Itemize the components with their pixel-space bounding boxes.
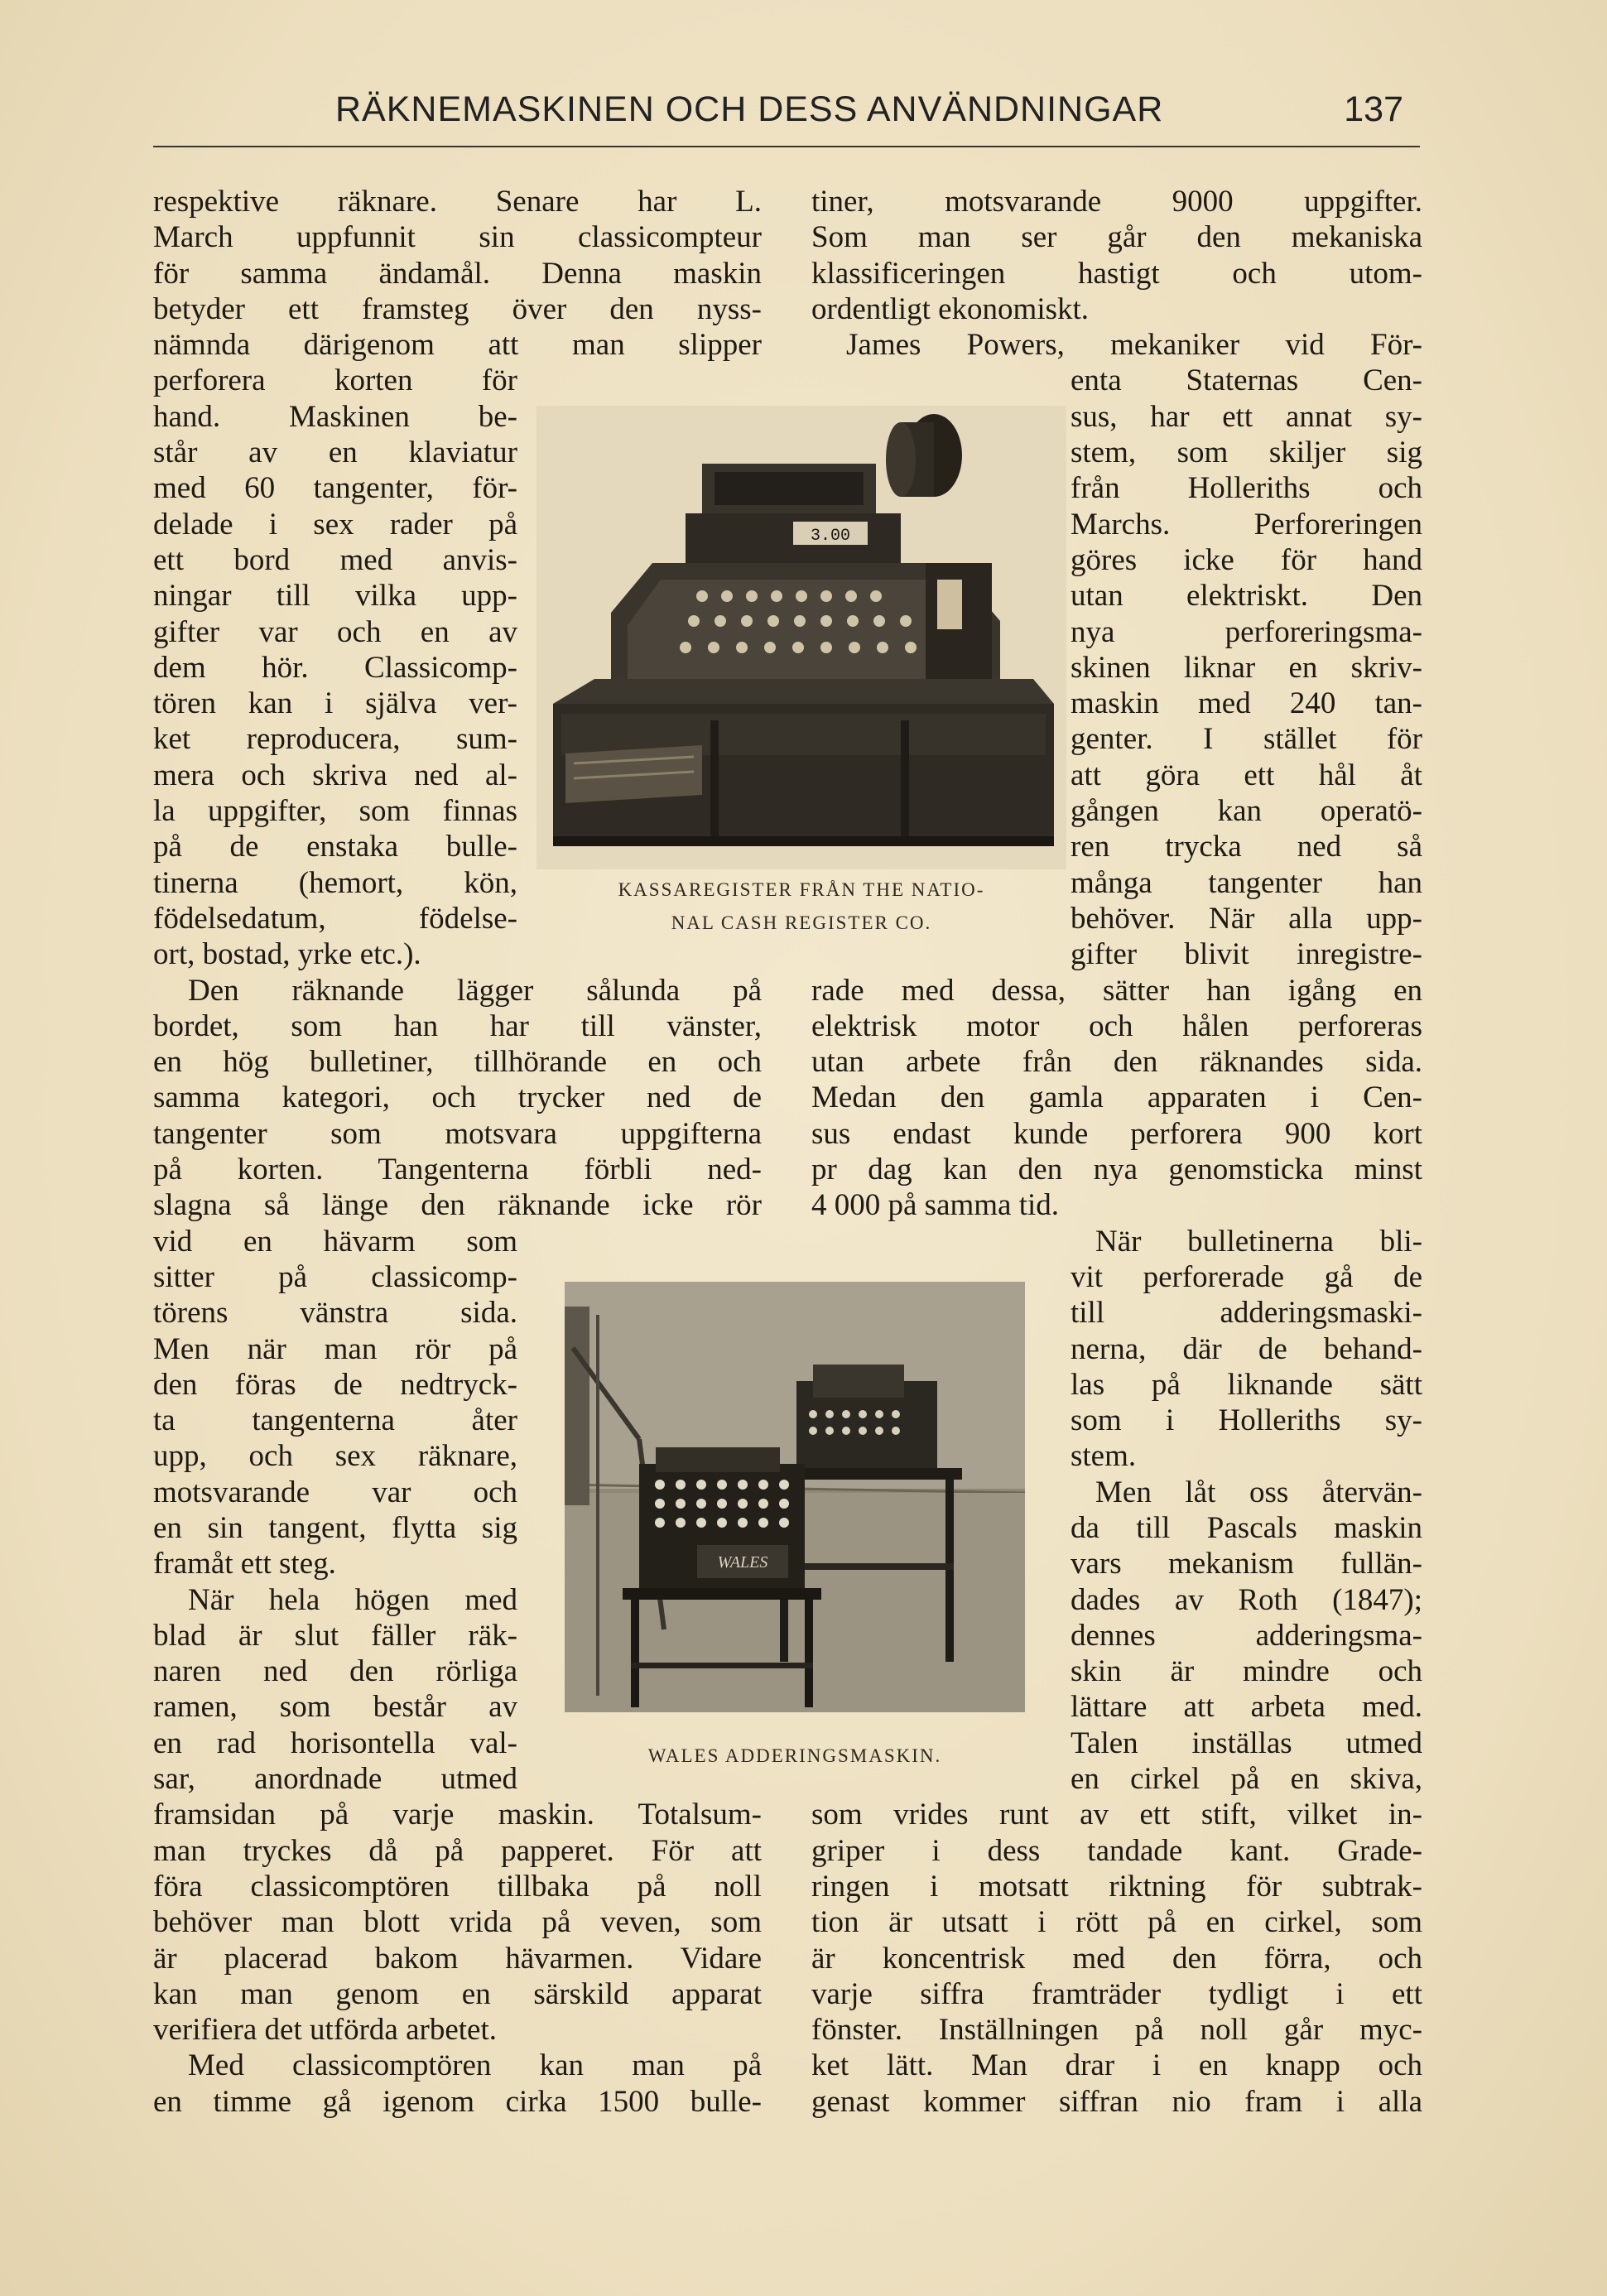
text-line: behöver man blott vrida på veven, som	[153, 1905, 762, 1940]
text-line: stem, som skiljer sig	[1071, 436, 1422, 470]
text-line: ningar till vilka upp-	[153, 579, 517, 614]
text-line: sus, har ett annat sy-	[1071, 399, 1422, 434]
text-line: vid en hävarm som	[153, 1224, 517, 1259]
text-line: tören kan i själva ver-	[153, 686, 517, 721]
text-line: da till Pascals maskin	[1071, 1510, 1422, 1545]
text-line: nya perforeringsma-	[1071, 614, 1422, 649]
text-line: Den räknande lägger sålunda på	[188, 973, 762, 1008]
text-line: nerna, där de behand-	[1071, 1331, 1422, 1366]
text-line: till adderingsmaski-	[1071, 1296, 1422, 1331]
text-line: stem.	[1071, 1439, 1137, 1474]
text-line: pr dag kan den nya genomsticka minst	[811, 1153, 1422, 1187]
text-line: James Powers, mekaniker vid För-	[846, 328, 1422, 363]
text-line: en hög bulletiner, tillhörande en och	[153, 1045, 762, 1080]
text-line: Medan den gamla apparaten i Cen-	[811, 1081, 1422, 1115]
text-line: en sin tangent, flytta sig	[153, 1510, 517, 1545]
text-line: perforera korten för	[153, 363, 517, 398]
text-line: delade i sex rader på	[153, 507, 517, 542]
text-line: la uppgifter, som finnas	[153, 794, 517, 829]
text-line: naren ned den rörliga	[153, 1654, 517, 1689]
text-line: ket reproducera, sum-	[153, 722, 517, 757]
text-line: tinerna (hemort, kön,	[153, 865, 517, 900]
adding-machine-photo	[565, 1282, 1025, 1712]
text-line: Talen inställas utmed	[1071, 1726, 1422, 1760]
page-number: 137	[1344, 89, 1403, 129]
text-line: maskin med 240 tan-	[1071, 686, 1422, 721]
text-line: en cirkel på en skiva,	[1071, 1762, 1422, 1797]
text-line: Men låt oss återvän-	[1095, 1475, 1422, 1509]
text-line: behöver. När alla upp-	[1071, 901, 1422, 936]
text-line: tiner, motsvarande 9000 uppgifter.	[811, 185, 1422, 219]
text-line: las på liknande sätt	[1071, 1367, 1422, 1402]
text-line: upp, och sex räknare,	[153, 1439, 517, 1474]
caption-line: NAL CASH REGISTER CO.	[671, 912, 932, 933]
text-line: tion är utsatt i rött på en cirkel, som	[811, 1905, 1422, 1940]
text-line: gifter var och en av	[153, 614, 517, 649]
text-line: ordentligt ekonomiskt.	[811, 291, 1090, 326]
text-line: lättare att arbeta med.	[1071, 1690, 1422, 1725]
text-line: många tangenter han	[1071, 865, 1422, 900]
text-line: ort, bostad, yrke etc.).	[153, 937, 421, 972]
text-line: ren trycka ned så	[1071, 830, 1422, 864]
text-line: enta Staternas Cen-	[1071, 363, 1422, 398]
text-line: framsidan på varje maskin. Totalsum-	[153, 1798, 762, 1832]
text-line: blad är slut fäller räk-	[153, 1618, 517, 1653]
text-line: skinen liknar en skriv-	[1071, 650, 1422, 685]
caption-line: KASSAREGISTER FRÅN THE NATIO-	[618, 879, 985, 900]
text-line: samma kategori, och trycker ned de	[153, 1081, 762, 1115]
adding-machine-caption: WALES ADDERINGSMASKIN.	[647, 1745, 942, 1766]
text-line: betyder ett framsteg över den nyss-	[153, 291, 762, 326]
text-line: vars mekanism fullän-	[1071, 1547, 1422, 1581]
text-line: Marchs. Perforeringen	[1071, 507, 1422, 542]
text-line: vit perforerade gå de	[1071, 1259, 1422, 1294]
text-line: på de enstaka bulle-	[153, 830, 517, 864]
text-line: ringen i motsatt riktning för subtrak-	[811, 1869, 1422, 1904]
cash-register-photo	[536, 406, 1066, 869]
text-line: 4 000 på samma tid.	[811, 1188, 1060, 1223]
text-line: föra classicomptören tillbaka på noll	[153, 1869, 762, 1904]
running-title: RÄKNEMASKINEN OCH DESS ANVÄNDNINGAR	[335, 89, 1164, 129]
text-line: ket lätt. Man drar i en knapp och	[811, 2048, 1422, 2083]
text-line: genter. I stället för	[1071, 722, 1422, 757]
text-line: sitter på classicomp-	[153, 1259, 517, 1294]
text-line: som i Holleriths sy-	[1071, 1403, 1422, 1438]
text-line: varje siffra framträder tydligt i ett	[811, 1976, 1422, 2011]
text-line: kan man genom en särskild apparat	[153, 1976, 762, 2011]
text-line: utan arbete från den räknandes sida.	[811, 1045, 1422, 1080]
text-line: När bulletinerna bli-	[1095, 1224, 1422, 1259]
text-line: man tryckes då på papperet. För att	[153, 1833, 762, 1868]
text-line: framåt ett steg.	[153, 1547, 336, 1581]
text-line: genast kommer siffran nio fram i alla	[811, 2084, 1422, 2119]
text-line: utan elektriskt. Den	[1071, 579, 1422, 614]
text-line: sar, anordnade utmed	[153, 1762, 517, 1797]
text-line: tangenter som motsvara uppgifterna	[153, 1116, 762, 1151]
cash-register-caption	[536, 879, 1066, 934]
text-line: respektive räknare. Senare har L.	[153, 185, 762, 219]
text-line: en rad horisontella val-	[153, 1726, 517, 1760]
text-line: När hela högen med	[188, 1582, 517, 1617]
text-line: verifiera det utförda arbetet.	[153, 2013, 497, 2048]
paragraph	[153, 2048, 762, 2120]
text-line: Som man ser går den mekaniska	[811, 220, 1422, 255]
text-line: födelsedatum, födelse-	[153, 901, 517, 936]
text-line: ett bord med anvis-	[153, 542, 517, 577]
text-line: skin är mindre och	[1071, 1654, 1422, 1689]
text-line: dades av Roth (1847);	[1071, 1582, 1422, 1617]
header-rule	[153, 146, 1420, 147]
text-line: en timme gå igenom cirka 1500 bulle-	[153, 2084, 762, 2119]
text-line: göres icke för hand	[1071, 542, 1422, 577]
text-line: sus endast kunde perforera 900 kort	[811, 1116, 1422, 1151]
text-line: March uppfunnit sin classicompteur	[153, 220, 762, 255]
text-line: dem hör. Classicomp-	[153, 650, 517, 685]
text-line: dennes adderingsma-	[1071, 1618, 1422, 1653]
text-line: griper i dess tandade kant. Grade-	[811, 1833, 1422, 1868]
paragraph	[811, 184, 1422, 327]
brand-plate: WALES	[717, 1553, 768, 1572]
text-line: med 60 tangenter, för-	[153, 471, 517, 506]
text-line: den föras de nedtryck-	[153, 1367, 517, 1402]
text-line: Med classicomptören kan man på	[188, 2048, 762, 2083]
text-line: slagna så länge den räknande icke rör	[153, 1188, 762, 1223]
text-line: bordet, som han har till vänster,	[153, 1008, 762, 1043]
text-line: gången kan operatö-	[1071, 794, 1422, 829]
text-line: för samma ändamål. Denna maskin	[153, 256, 762, 291]
text-line: hand. Maskinen be-	[153, 399, 517, 434]
text-line: står av en klaviatur	[153, 436, 517, 470]
text-line: ramen, som består av	[153, 1690, 517, 1725]
text-line: nämnda därigenom att man slipper	[153, 328, 762, 363]
text-line: på korten. Tangenterna förbli ned-	[153, 1153, 762, 1187]
text-line: Men när man rör på	[153, 1331, 517, 1366]
text-line: mera och skriva ned al-	[153, 758, 517, 792]
text-line: klassificeringen hastigt och utom-	[811, 256, 1422, 291]
adding-machine-illustration	[565, 1282, 1025, 1712]
text-line: fönster. Inställningen på noll går myc-	[811, 2013, 1422, 2048]
display-digits: 3.00	[810, 527, 851, 546]
text-line: motsvarande var och	[153, 1475, 517, 1509]
text-line: är koncentrisk med den förra, och	[811, 1941, 1422, 1976]
text-line: gifter blivit inregistre-	[1071, 937, 1422, 972]
text-line: ta tangenterna åter	[153, 1403, 517, 1438]
text-line: elektrisk motor och hålen perforeras	[811, 1008, 1422, 1043]
cash-register-illustration	[536, 406, 1066, 869]
text-line: från Holleriths och	[1071, 471, 1422, 506]
text-line: törens vänstra sida.	[153, 1296, 517, 1331]
text-line: rade med dessa, sätter han igång en	[811, 973, 1422, 1008]
page-header	[153, 89, 1420, 147]
text-line: som vrides runt av ett stift, vilket in-	[811, 1798, 1422, 1832]
text-line: är placerad bakom hävarmen. Vidare	[153, 1941, 762, 1976]
text-line: att göra ett hål åt	[1071, 758, 1422, 792]
